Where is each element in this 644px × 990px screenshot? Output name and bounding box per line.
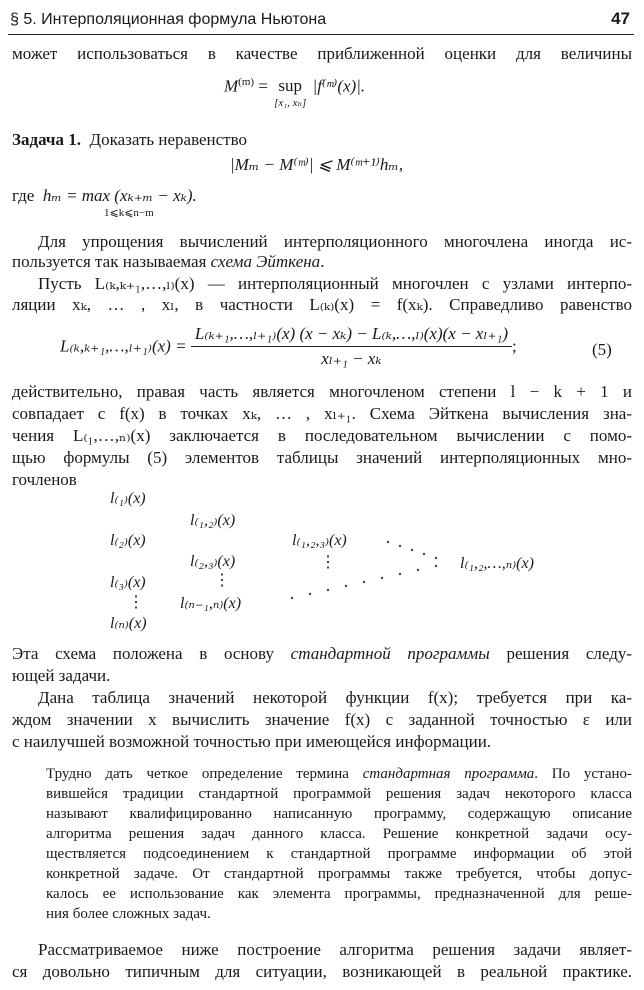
small-line1-a: Трудно дать четкое определение термина bbox=[46, 766, 363, 782]
dot-lower-9 bbox=[435, 565, 437, 567]
task-text: Доказать неравенство bbox=[89, 130, 248, 149]
standard-program-term: стандартной программы bbox=[290, 644, 490, 663]
table-cell-l2: l₍₂₎(x) bbox=[110, 532, 146, 549]
formula-5-tail: ; bbox=[512, 336, 517, 356]
table-cell-l12n: l₍₁,₂,…,ₙ₎(x) bbox=[460, 555, 534, 572]
formula-M-body: |f⁽ᵐ⁾(x)|. bbox=[312, 76, 366, 96]
small-line2: вившейся традиции стандартной программой решения задач некоторого класса bbox=[46, 786, 632, 802]
dot-upper-1 bbox=[387, 541, 389, 543]
p6-line2: ся довольно типичным для ситуации, возникающей в реальной практике. bbox=[12, 962, 632, 981]
equation-label-5: (5) bbox=[592, 340, 612, 359]
dot-upper-2 bbox=[399, 545, 401, 547]
dot-lower-5 bbox=[363, 581, 365, 583]
hm-definition: hₘ = max (xₖ₊ₘ − xₖ). bbox=[42, 186, 197, 205]
task-inequality: |Mₘ − M⁽ᵐ⁾| ⩽ M⁽ᵐ⁺¹⁾hₘ, bbox=[230, 155, 404, 174]
small-line1 bbox=[46, 766, 632, 783]
table-cell-l3: l₍₃₎(x) bbox=[110, 574, 146, 591]
p2-line1: Пусть L₍ₖ,ₖ₊₁,…,ₗ₎(x) — интерполяционный многочлен с узлами интерпо- bbox=[38, 274, 632, 293]
p4-line1 bbox=[12, 644, 632, 664]
dot-lower-2 bbox=[309, 593, 311, 595]
p4-line1-a: Эта схема положена в основу bbox=[12, 644, 291, 663]
p5-line1: Дана таблица значений некоторой функции f(x); требуется при ка- bbox=[38, 688, 632, 707]
formula-5-lhs: L₍ₖ,ₖ₊₁,…,ₗ₊₁₎(x) = bbox=[60, 336, 187, 356]
section-title: § 5. Интерполяционная формула Ньютона bbox=[10, 11, 327, 28]
dot-lower-1 bbox=[291, 597, 293, 599]
p3-line3: чения L₍₁,…,ₙ₎(x) заключается в последовательном вычислении с помо- bbox=[12, 426, 632, 445]
aitken-scheme-term: схема Эйткена bbox=[210, 252, 321, 271]
table-vdots-c1: ⋮ bbox=[128, 594, 144, 611]
small-line4: алгоритма решения задач данного класса. Решение конкретной задачи осу- bbox=[46, 826, 632, 842]
small-line8: ния более сложных задач. bbox=[46, 906, 211, 922]
table-cell-l12: l₍₁,₂₎(x) bbox=[190, 512, 236, 529]
task-title: Задача 1. bbox=[12, 130, 81, 149]
p2-line2: ляции xₖ, … , xₗ, в частности L₍ₖ₎(x) = f(xₖ). Справедливо равенство bbox=[12, 295, 632, 314]
dot-upper-5 bbox=[435, 557, 437, 559]
dot-lower-3 bbox=[327, 589, 329, 591]
table-cell-ln1n: l₍ₙ₋₁,ₙ₎(x) bbox=[180, 595, 242, 612]
formula-5-denominator: xₗ₊₁ − xₖ bbox=[321, 349, 382, 368]
small-line7: калось ее использование как элемента программы, предназначенной для реше- bbox=[46, 886, 632, 902]
p5-line2: ждом значении x вычислить значение f(x) с заданной точностью ε или bbox=[12, 710, 632, 729]
p1-line2-a: пользуется так называемая bbox=[12, 252, 211, 271]
formula-M-eq: = bbox=[258, 76, 268, 96]
p3-line4: щью формулы (5) элементов таблицы значений интерполяционных мно- bbox=[12, 448, 632, 467]
dot-lower-6 bbox=[381, 577, 383, 579]
small-line6: конкретной задаче. От стандартной программы также требуется, чтобы допус- bbox=[46, 866, 632, 882]
table-vdots-c3: ⋮ bbox=[320, 554, 336, 571]
sup-operator-label: sup bbox=[278, 76, 303, 95]
p1-line2-b: . bbox=[320, 252, 325, 271]
formula-M-lhs: M bbox=[224, 76, 239, 96]
p3-line5: гочленов bbox=[12, 470, 77, 489]
p4-line2: ющей задачи. bbox=[12, 666, 111, 685]
table-cell-l23: l₍₂,₃₎(x) bbox=[190, 553, 236, 570]
standard-program-term-2: стандартная программа bbox=[362, 766, 535, 782]
dot-upper-4 bbox=[423, 553, 425, 555]
small-line5: ществляется подсоединением к стандартной программе информации об этой bbox=[46, 846, 632, 862]
where-label: где bbox=[12, 186, 35, 205]
p3-line1: действительно, правая часть является многочленом степени l − k + 1 и bbox=[12, 382, 632, 401]
table-cell-l1: l₍₁₎(x) bbox=[110, 490, 146, 507]
table-cell-ln: l₍ₙ₎(x) bbox=[110, 615, 147, 632]
formula-M-lhs-sup: (m) bbox=[238, 76, 255, 88]
sup-operator-sub: [x₁, xₙ] bbox=[274, 97, 307, 109]
dot-upper-3 bbox=[411, 549, 413, 551]
table-vdots-c2: ⋮ bbox=[214, 572, 230, 589]
max-subscript: 1⩽k⩽n−m bbox=[104, 207, 154, 219]
p1-line1: Для упрощения вычислений интерполяционного многочлена иногда ис- bbox=[38, 232, 632, 251]
dot-lower-7 bbox=[399, 573, 401, 575]
p6-line1: Рассматриваемое ниже построение алгоритма решения задачи являет- bbox=[38, 940, 632, 959]
dot-lower-4 bbox=[345, 585, 347, 587]
p3-line2: совпадает с f(x) в точках xₖ, … , xₗ₊₁. Схема Эйткена вычисления зна- bbox=[12, 404, 632, 423]
small-line1-b: . По устано- bbox=[534, 766, 632, 782]
p4-line1-b: решения следу- bbox=[489, 644, 633, 663]
dot-lower-8 bbox=[417, 569, 419, 571]
page-number: 47 bbox=[611, 9, 630, 28]
intro-line: может использоваться в качестве приближенной оценки для величины bbox=[12, 44, 632, 63]
small-line3: называют квалифицированно написанную программу, содержащую описание bbox=[46, 806, 632, 822]
p5-line3: с наилучшей возможной точностью при имеющейся информации. bbox=[12, 732, 492, 751]
formula-5-numerator: L₍ₖ₊₁,…,ₗ₊₁₎(x) (x − xₖ) − L₍ₖ,…,ₗ₎(x)(x − xₗ₊₁) bbox=[191, 324, 512, 347]
table-cell-l123: l₍₁,₂,₃₎(x) bbox=[292, 532, 347, 549]
